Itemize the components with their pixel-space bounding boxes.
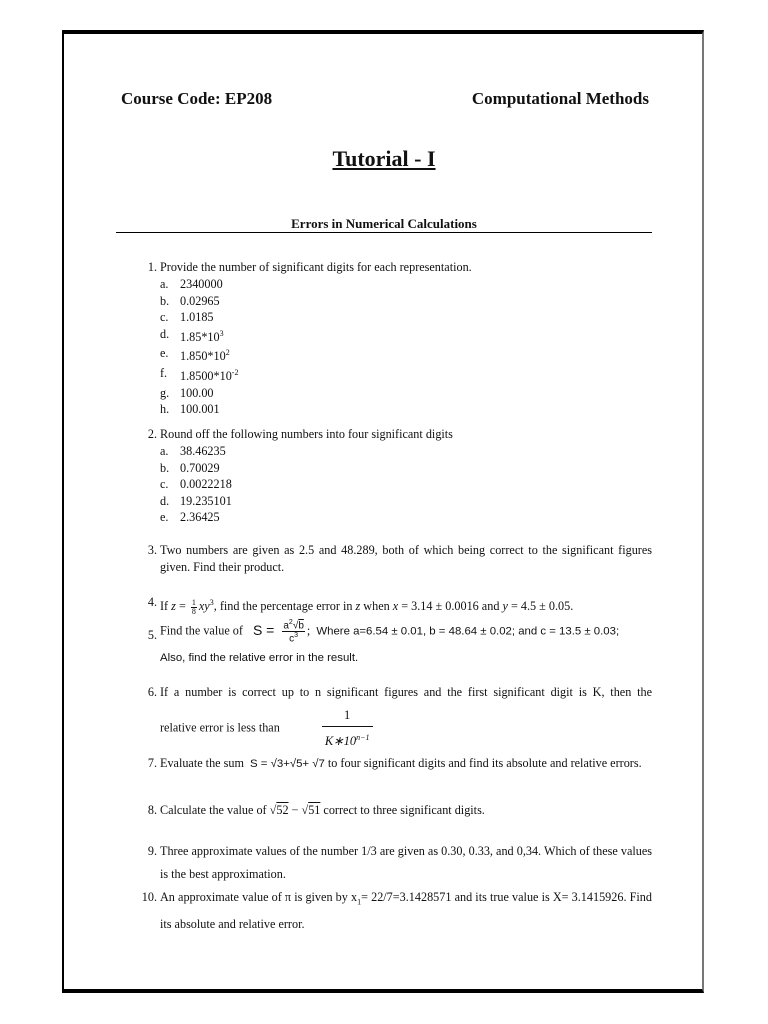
question-text: Calculate the value of √52 − √51 correct to three significant digits. xyxy=(160,803,485,817)
question-number: 3. xyxy=(147,543,157,557)
section-subtitle: Errors in Numerical Calculations xyxy=(291,216,477,231)
list-item: c. 1.0185 xyxy=(160,310,214,325)
list-item: b. 0.70029 xyxy=(160,460,220,475)
list-item: a. 38.46235 xyxy=(160,444,226,458)
question-number: 4. xyxy=(147,595,157,609)
question-text: Round off the following numbers into four significant digits xyxy=(160,427,453,441)
list-item: b. 0.02965 xyxy=(160,293,220,308)
course-code: Course Code: EP208 xyxy=(121,89,273,108)
question-5 xyxy=(137,619,652,667)
list-item: a. 2340000 xyxy=(160,277,223,291)
divider-line xyxy=(116,232,652,233)
document-header xyxy=(121,89,649,109)
list-item: d. $1.85*10^3$ xyxy=(160,326,224,344)
list-item: f. $1.8500*10^{-2}$ xyxy=(160,366,239,384)
question-10 xyxy=(137,886,652,936)
question-text: Two numbers are given as 2.5 and 48.289, both of which being correct to the significant figures given. Find their product. xyxy=(160,543,652,574)
fraction-one-eighth: $\frac{1}{8}$ xyxy=(191,597,196,616)
list-item: d. 19.235101 xyxy=(160,493,232,508)
question-2 xyxy=(137,426,652,526)
question-text: Provide the number of significant digits for each representation. xyxy=(160,260,472,274)
question-text: Evaluate the sum S = √3+√5+ √7 to four significant digits and find its absolute and relative errors. xyxy=(160,756,642,770)
sub-list xyxy=(160,443,652,526)
question-number: 2. xyxy=(147,427,157,441)
relative-error-fraction: $\frac{1}{K∗10^{n-1}}$ xyxy=(322,707,373,750)
question-text-line2: relative error is less than $\frac{1}{K∗10^{n-1}}$ xyxy=(160,707,652,750)
list-item: e. $1.850*10^2$ xyxy=(160,346,230,364)
question-4 xyxy=(137,594,652,616)
question-9 xyxy=(137,840,652,886)
question-text: If a number is correct up to n significant figures and the first significant digit is K, then the xyxy=(160,685,652,699)
sub-list xyxy=(160,276,652,418)
formula-fraction: $\frac{a^2√b}{c^3}$ xyxy=(283,619,304,645)
question-text-line2: Also, find the relative error in the result. xyxy=(160,651,359,664)
question-number: 1. xyxy=(147,260,157,274)
question-number: 9. xyxy=(147,844,157,858)
question-text: Three approximate values of the number 1/3 are given as 0.30, 0.33, and 0,34. Which of these values is the best approximation. xyxy=(160,844,652,881)
list-item: e. 2.36425 xyxy=(160,510,220,525)
question-3 xyxy=(137,542,652,576)
list-item: h. 100.001 xyxy=(160,402,220,417)
document-title: Tutorial - I xyxy=(332,146,436,171)
list-item: g. 100.00 xyxy=(160,385,214,400)
question-1 xyxy=(137,259,652,418)
course-name: Computational Methods xyxy=(471,89,649,108)
question-text: Find the value of S = $\frac{a^2√b}{c^3}$ ; Where a=6.54 ± 0.01, b = 48.64 ± 0.02; and c = 13.5 ± 0.03; xyxy=(160,619,620,645)
question-number: 5. xyxy=(147,628,157,642)
list-item: c. 0.0022218 xyxy=(160,477,232,492)
question-text: An approximate value of π is given by $x_1= 22/7=3.1428571$ and its true value is X= 3.1415926. Find its absolute and relative error. xyxy=(160,890,652,932)
question-number: 8. xyxy=(147,803,157,817)
question-number: 7. xyxy=(147,756,157,770)
question-8 xyxy=(137,802,652,819)
question-text: If z = $\frac{1}{8}$ $xy^3$, find the percentage error in z when x = 3.14 ± 0.0016 and y = 4.5 ± 0.05. xyxy=(160,597,574,616)
question-7 xyxy=(137,751,652,776)
question-number: 6. xyxy=(147,685,157,699)
question-6 xyxy=(137,684,652,750)
question-number: 10. xyxy=(141,890,157,904)
